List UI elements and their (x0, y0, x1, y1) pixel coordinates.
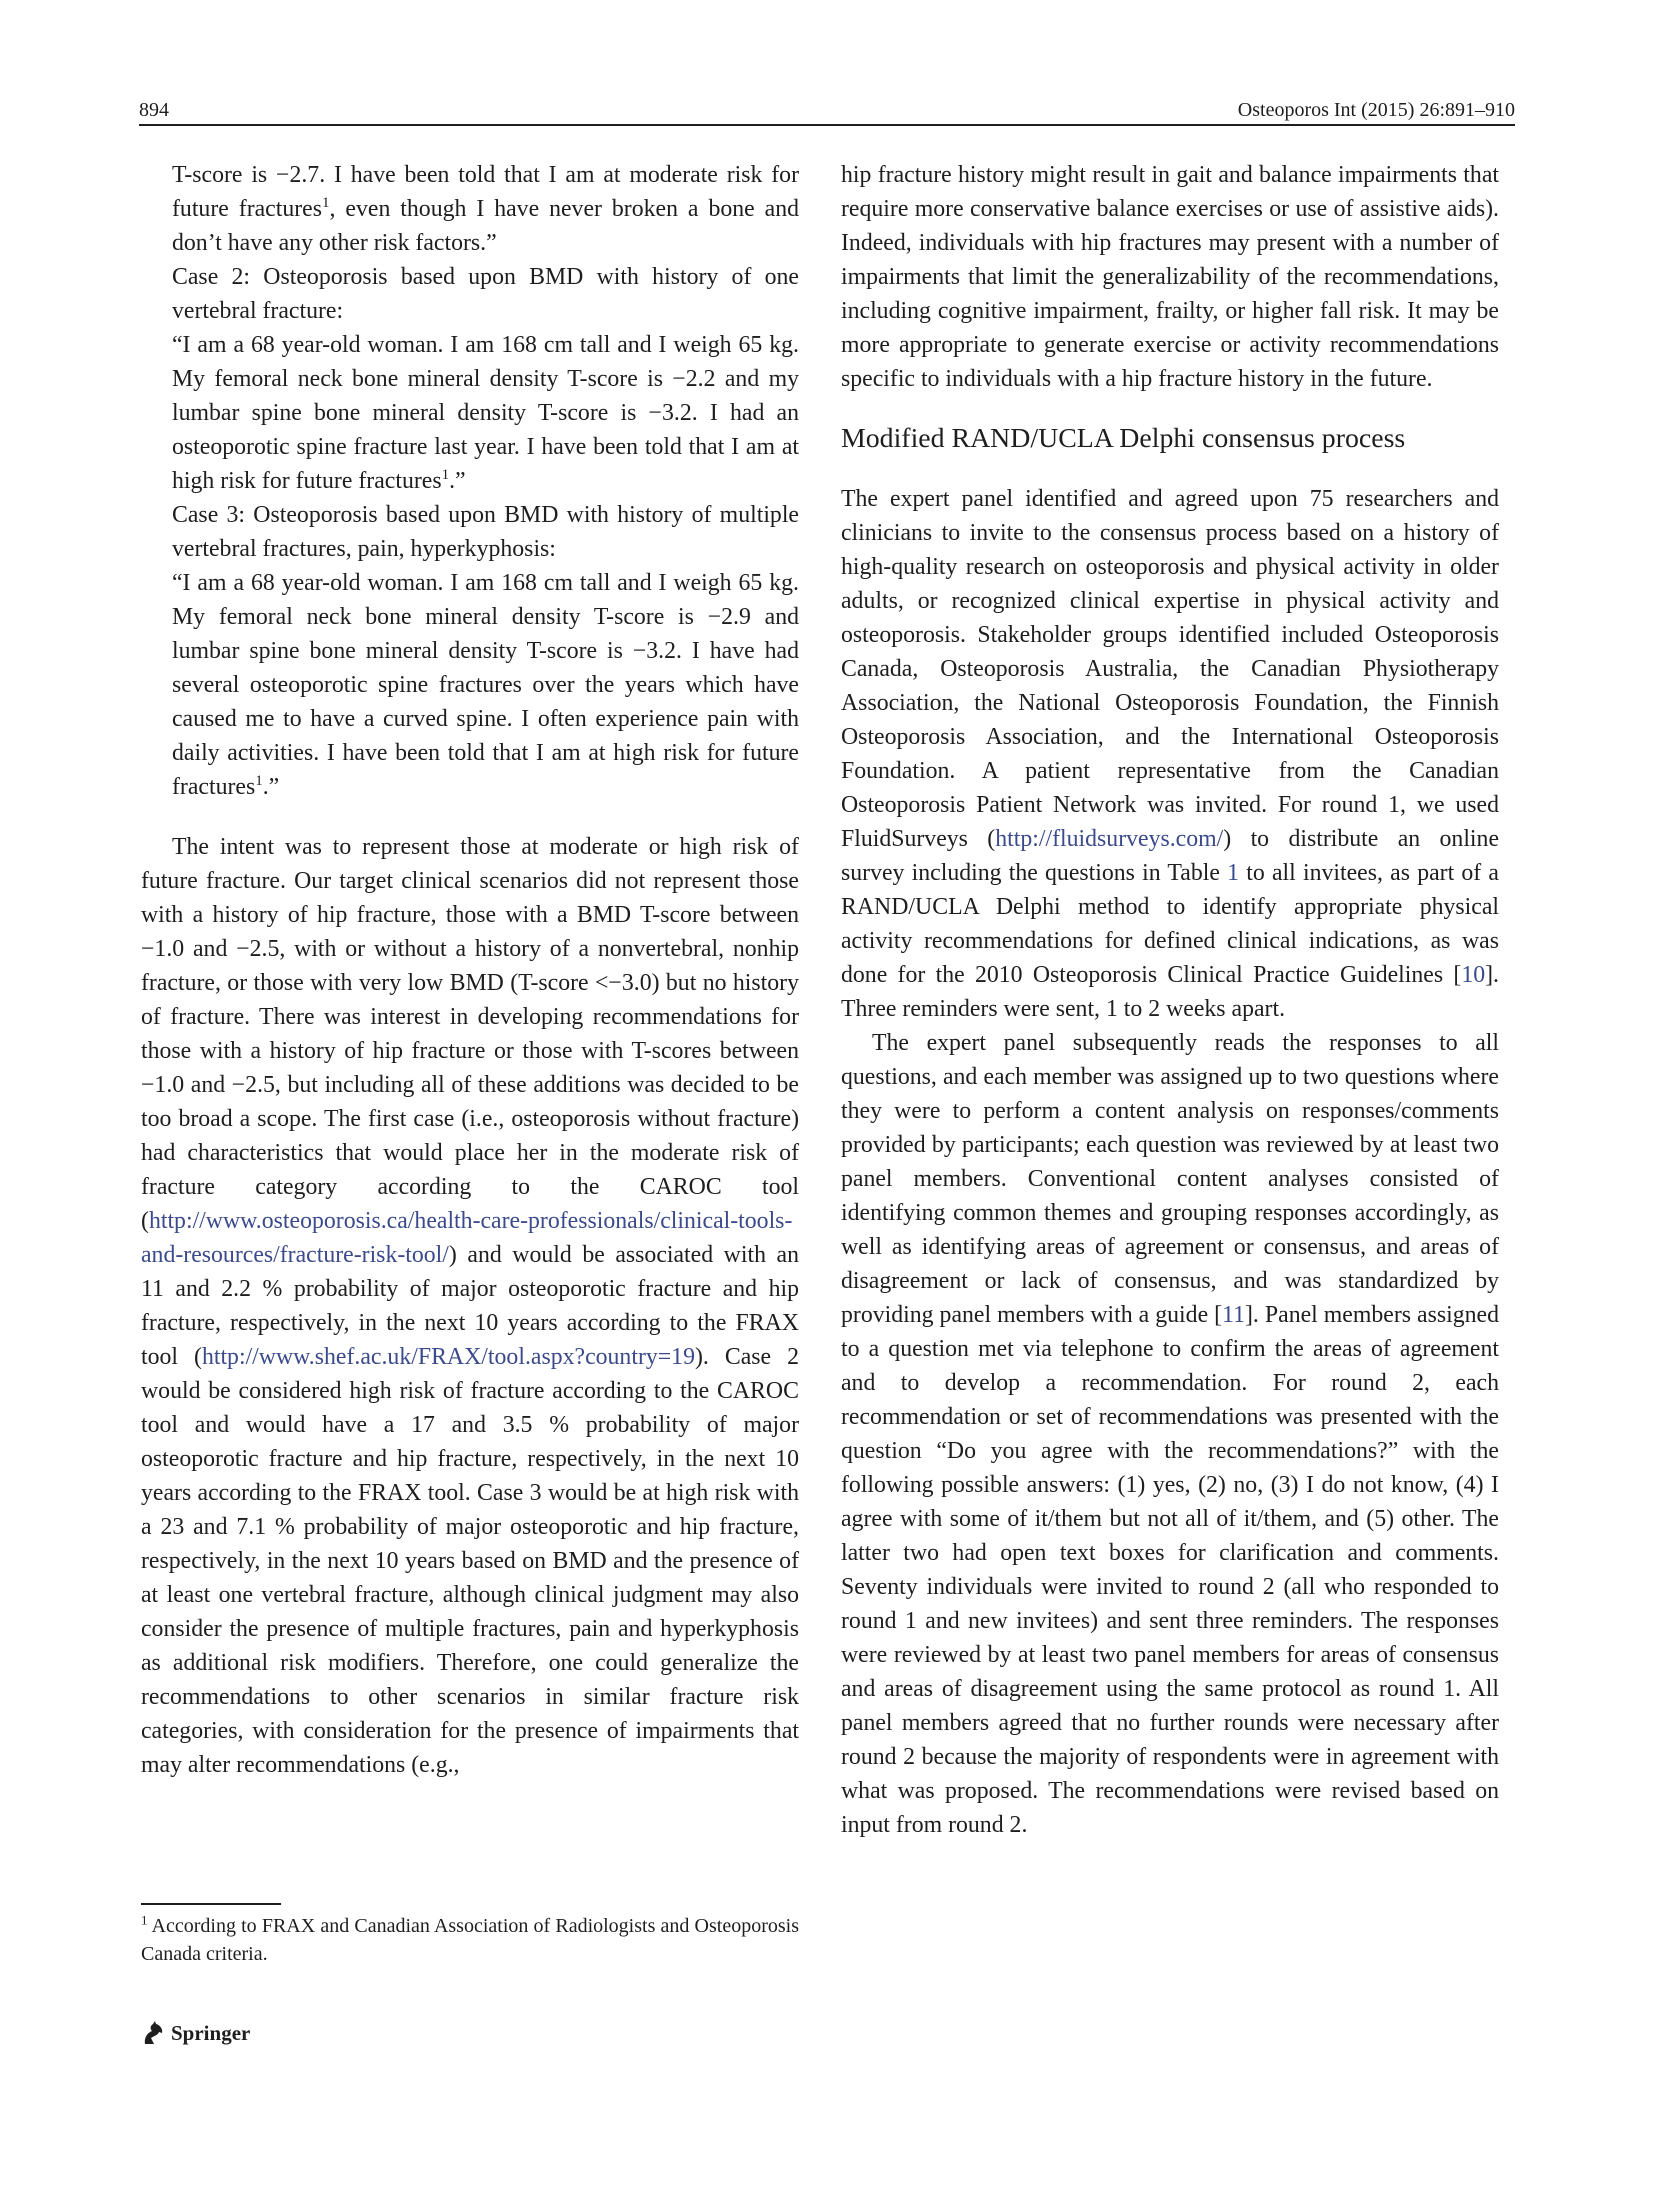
fluidsurveys-link[interactable]: http://fluidsurveys.com/ (995, 826, 1224, 852)
footnote-ref: 1 (322, 195, 330, 212)
caroc-tool-link[interactable]: http://www.osteoporosis.ca/health-care-professionals/clinical-tools-and-resources/fracture-risk-tool/ (141, 1208, 793, 1268)
case2-title: Case 2: Osteoporosis based upon BMD with history of one vertebral fracture: (172, 264, 799, 324)
footnote-rule (141, 1903, 281, 1905)
section-heading: Modified RAND/UCLA Delphi consensus process (841, 423, 1406, 454)
left-column (141, 158, 799, 1782)
springer-horse-icon (141, 2020, 165, 2046)
case1-quote-tail: T-score is −2.7. I have been told that I am at moderate risk for future fractures$^1$, even though I have never broken a bone and don’t have any other risk factors.” (172, 162, 800, 256)
case3-quote: “I am a 68 year-old woman. I am 168 cm tall and I weigh 65 kg. My femoral neck bone mineral density T-score is −2.9 and lumbar spine bone mineral density T-score is −3.2. I have had several osteoporotic spine fractures over the years which have caused me to have a curved spine. I often experience pain with daily activities. I have been told that I am at high risk for future fractures$^1$.” (172, 570, 799, 800)
analysis-paragraph: The expert panel subsequently reads the responses to all questions, and each member was assigned up to two questions where they were to perform a content analysis on responses/comments provided by participants; each question was reviewed by at least two panel members. Conventional content analyses consisted of identifying common themes and grouping responses accordingly, as well as identifying areas of agreement or consensus, and areas of disagreement or lack of consensus, and was standardized by providing panel members with a guide [11]. Panel members assigned to a question met via telephone to confirm the areas of agreement and to develop a recommendation. For round 2, each recommendation or set of recommendations was presented with the question “Do you agree with the recommendations?” with the following possible answers: (1) yes, (2) no, (3) I do not know, (4) I agree with some of it/them but not all of it/them, and (5) other. The latter two had open text boxes for clarification and comments. Seventy individuals were invited to round 2 (all who responded to round 1 and new invitees) and sent three reminders. The responses were reviewed by at least two panel members for areas of consensus and areas of disagreement using the same protocol as round 1. All panel members agreed that no further rounds were necessary after round 2 because the majority of respondents were in agreement with what was proposed. The recommendations were revised based on input from round 2. (841, 1030, 1499, 1838)
panel-paragraph: The expert panel identified and agreed upon 75 researchers and clinicians to invite to the consensus process based on a history of high-quality research on osteoporosis and physical activity in older adults, or recognized clinical expertise in physical activity and osteoporosis. Stakeholder groups identified included Osteoporosis Canada, Osteoporosis Australia, the Canadian Physiotherapy Association, the National Osteoporosis Foundation, the Finnish Osteoporosis Association, and the International Osteoporosis Foundation. A patient representative from the Canadian Osteoporosis Patient Network was invited. For round 1, we used FluidSurveys (http://fluidsurveys.com/) to distribute an online survey including the questions in Table 1 to all invitees, as part of a RAND/UCLA Delphi method to identify appropriate physical activity recommendations for defined clinical indications, as was done for the 2010 Osteoporosis Clinical Practice Guidelines [10]. Three reminders were sent, 1 to 2 weeks apart. (841, 486, 1500, 1022)
running-header (139, 82, 1515, 122)
case2-quote: “I am a 68 year-old woman. I am 168 cm tall and I weigh 65 kg. My femoral neck bone mineral density T-score is −2.2 and my lumbar spine bone mineral density T-score is −3.2. I had an osteoporotic spine fracture last year. I have been told that I am at high risk for future fractures$^1$.” (172, 332, 799, 494)
footnote (141, 1912, 799, 1968)
frax-tool-link[interactable]: http://www.shef.ac.uk/FRAX/tool.aspx?country=19 (201, 1344, 695, 1370)
case-scenarios (141, 158, 799, 804)
intent-paragraph: The intent was to represent those at moderate or high risk of future fracture. Our target clinical scenarios did not represent those with a history of hip fracture, those with a BMD T-score between −1.0 and −2.5, with or without a history of a nonvertebral, nonhip fracture, or those with very low BMD (T-score <−3.0) but no history of fracture. There was interest in developing recommendations for those with a history of hip fracture or those with T-scores between −1.0 and −2.5, but including all of these additions was decided to be too broad a scope. The first case (i.e., osteoporosis without fracture) had characteristics that would place her in the moderate risk of fracture category according to the CAROC tool (http://www.osteoporosis.ca/health-care-professionals/clinical-tools-and-resources/fracture-risk-tool/) and would be associated with an 11 and 2.2 % probability of major osteoporotic fracture and hip fracture, respectively, in the next 10 years according to the FRAX tool (http://www.shef.ac.uk/FRAX/tool.aspx?country=19). Case 2 would be considered high risk of fracture according to the CAROC tool and would have a 17 and 3.5 % probability of major osteoporotic fracture and hip fracture, respectively, in the next 10 years according to the FRAX tool. Case 3 would be at high risk with a 23 and 7.1 % probability of major osteoporotic and hip fracture, respectively, in the next 10 years based on BMD and the presence of at least one vertebral fracture, although clinical judgment may also consider the presence of multiple fractures, pain and hyperkyphosis as additional risk modifiers. Therefore, one could generalize the recommendations to other scenarios in similar fracture risk categories, with consideration for the presence of impairments that may alter recommendations (e.g., (141, 834, 799, 1778)
citation-10[interactable]: 10 (1461, 962, 1486, 988)
publisher-name: Springer (171, 2020, 251, 2045)
citation-11[interactable]: 11 (1222, 1302, 1245, 1328)
journal-citation: Osteoporos Int (2015) 26:891–910 (1237, 99, 1515, 121)
footnote-text: According to FRAX and Canadian Association of Radiologists and Osteoporosis Canada criteria. (141, 1915, 799, 1965)
page-number: 894 (139, 99, 169, 121)
footnote-marker: 1 (141, 1912, 148, 1928)
footnote-ref: 1 (255, 773, 263, 790)
header-rule (139, 124, 1515, 126)
continuation-paragraph: hip fracture history might result in gait and balance impairments that require more conservative balance exercises or use of assistive aids). Indeed, individuals with hip fractures may present with a number of impairments that limit the generalizability of the recommendations, including cognitive impairment, frailty, or higher fall risk. It may be more appropriate to generate exercise or activity recommendations specific to individuals with a hip fracture history in the future. (841, 162, 1499, 392)
publisher-logo (141, 2018, 250, 2048)
case3-title: Case 3: Osteoporosis based upon BMD with history of multiple vertebral fractures, pain, hyperkyphosis: (172, 502, 799, 562)
footnote-ref: 1 (441, 467, 450, 484)
right-column (841, 158, 1499, 1842)
table-reference[interactable]: 1 (1227, 860, 1240, 886)
